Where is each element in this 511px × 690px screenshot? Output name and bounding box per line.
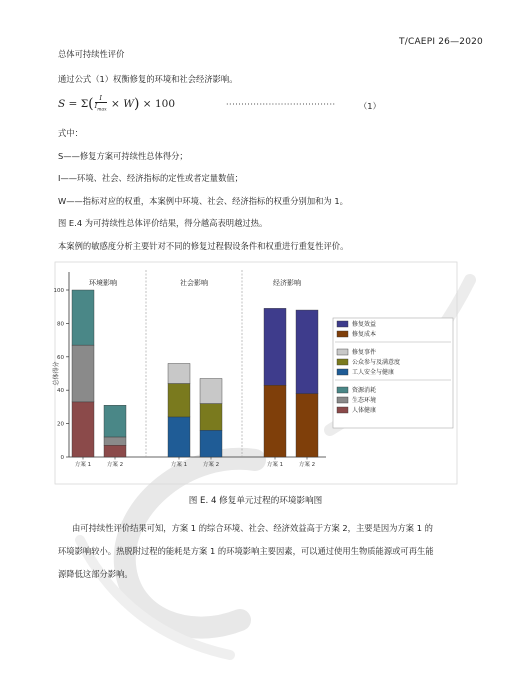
y-axis-label: 总体得分 [53,361,60,386]
bar-segment [104,405,126,437]
formula-times: × [111,98,120,111]
paragraph-line: W——指标对应的权重，本案例中环境、社会、经济指标的权重分别加和为 1。 [58,196,348,206]
formula-times-2: × [142,98,152,111]
paragraph-line: 由可持续性评价结果可知，方案 1 的综合环境、社会、经济效益高于方案 2，主要是因为方案 1 的 [72,523,433,533]
y-tick-label: 20 [57,421,64,428]
y-tick-label: 100 [53,288,64,294]
legend-label: 生态环境 [352,397,377,404]
x-tick-label: 方案 1 [266,462,284,468]
bar-segment [168,417,190,457]
formula-fraction: $\frac{I}{I_{max}}$ [94,94,107,113]
bar-segment [168,363,190,383]
bar-segment [296,394,318,457]
bar-segment [200,379,222,404]
paragraph-line: S——修复方案可持续性总体得分； [58,151,188,161]
paragraph-line: 式中： [58,128,83,138]
legend-swatch [337,369,348,375]
legend-label: 公众参与及满意度 [352,359,401,366]
equation-number: （1） [359,101,381,111]
paragraph-line: 图 E.4 为可持续性总体评价结果，得分越高表明越过热。 [58,218,268,228]
bar-segment [72,402,94,457]
panel-title: 社会影响 [180,279,208,287]
x-tick-label: 方案 2 [298,462,316,468]
figure-caption: 图 E. 4 修复单元过程的环境影响图 [188,496,323,506]
x-tick-label: 方案 1 [74,462,92,468]
legend-swatch [337,407,348,413]
paragraph-line: 本案例的敏感度分析主要针对不同的修复过程假设条件和权重进行重复性评价。 [58,241,349,251]
standard-code-header: T/CAEPI 26—2020 [399,37,483,47]
formula-sum: Σ [80,98,89,111]
legend-label: 人体健康 [352,407,377,414]
section-heading: 总体可持续性评价 [58,49,125,59]
paragraph-line: 环境影响较小。热脱附过程的能耗是方案 1 的环境影响主要因素，可以通过使用生物质能源或可再生能 [58,546,434,556]
x-tick-label: 方案 1 [170,462,188,468]
paragraph-line: 源降低这部分影响。 [58,569,133,579]
paragraph-line: I——环境、社会、经济指标的定性或者定量数值； [58,173,243,183]
x-tick-label: 方案 2 [202,462,220,468]
bar-segment [104,437,126,445]
panel-title: 环境影响 [89,279,117,287]
bar-segment [264,385,286,457]
formula-equals: = [68,98,78,111]
x-tick-label: 方案 2 [106,462,124,468]
bar-segment [72,345,94,402]
formula: S = Σ( $\frac{I}{I_{max}}$ × W) × 100 [58,94,175,113]
formula-w: W [123,98,134,111]
legend-swatch [337,331,348,337]
legend-label: 修复事件 [352,349,377,356]
legend-label: 修复效益 [352,321,377,328]
legend-label: 修复成本 [352,331,377,338]
bar-segment [72,290,94,345]
y-tick-label: 80 [57,321,64,328]
paragraph-line: 通过公式（1）权衡修复的环境和社会经济影响。 [58,74,238,84]
formula-leader-dots: ···································· [226,100,336,109]
panel-title: 经济影响 [273,279,301,287]
legend-swatch [337,359,348,365]
bar-segment [296,310,318,394]
bar-segment [264,308,286,385]
legend-swatch [337,397,348,403]
formula-lhs: S [58,98,66,111]
bar-segment [104,445,126,457]
bar-segment [200,404,222,431]
y-tick-label: 0 [60,455,64,461]
legend-label: 工人安全与健康 [352,369,395,376]
bar-segment [200,430,222,457]
y-tick-label: 40 [57,388,64,395]
formula-hundred: 100 [154,98,175,111]
legend-swatch [337,387,348,393]
legend-label: 资源消耗 [352,387,377,394]
y-tick-label: 60 [57,354,64,361]
legend-swatch [337,321,348,327]
legend-swatch [337,349,348,355]
bar-segment [168,384,190,417]
